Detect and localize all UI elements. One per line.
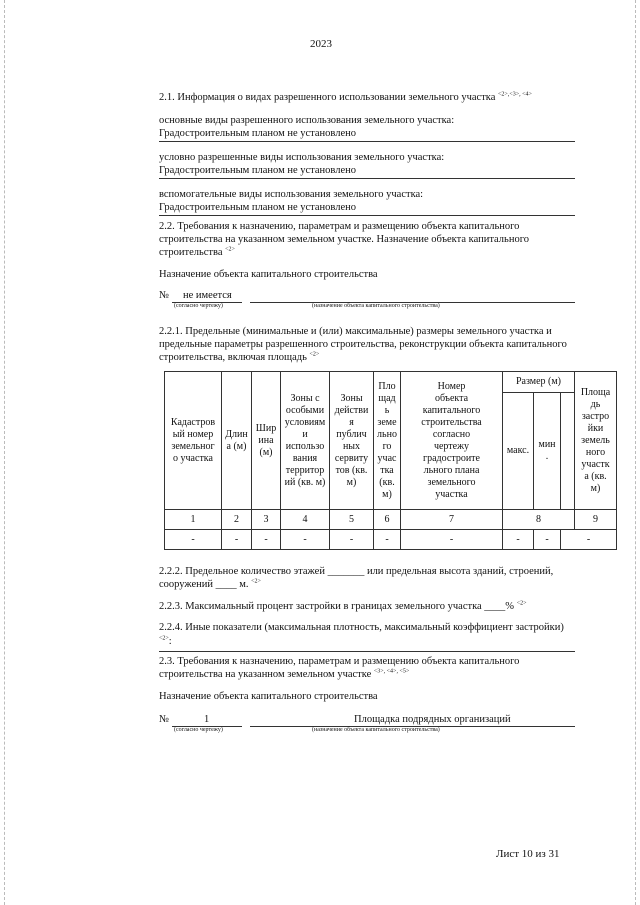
- section-2-2-line3-ref: <2>: [225, 246, 235, 253]
- object-number-value-2-3: 1: [204, 714, 210, 725]
- scan-edge-right: [635, 0, 636, 905]
- purpose-label: Назначение объекта капитального строительства: [159, 269, 378, 280]
- section-2-2-2-line2: [159, 579, 261, 590]
- header-size-max: макс.: [503, 393, 534, 510]
- col-number-4: 4: [281, 510, 330, 530]
- header-built-area: Площа дь застро йки земель ного участк а (кв. м): [575, 372, 617, 510]
- section-2-2-4-underline: [159, 651, 575, 652]
- section-2-1-title: [159, 92, 532, 103]
- auxiliary-uses-label: вспомогательные виды использования земельного участка:: [159, 189, 424, 200]
- auxiliary-uses-underline: [159, 215, 575, 216]
- section-2-2-2-line2-text: сооружений ____ м.: [159, 579, 249, 590]
- col-number-8: 8: [503, 510, 575, 530]
- cell-special-zones: -: [281, 530, 330, 550]
- main-uses-underline: [159, 141, 575, 142]
- section-2-3-line2: [159, 669, 409, 680]
- main-uses-value: Градостроительным планом не установлено: [159, 128, 356, 139]
- section-2-2-4-ref: <2>: [159, 635, 169, 642]
- section-2-2-line2: строительства на указанном земельном участке. Назначение объекта капитального: [159, 234, 529, 245]
- section-2-2-1-line3-ref: <2>: [309, 351, 320, 358]
- section-2-3-line1: 2.3. Требования к назначению, параметрам и размещению объекта капитального: [159, 656, 520, 667]
- section-2-2-4-tail: :: [168, 636, 172, 647]
- section-2-2-line3-text: строительства: [159, 247, 223, 258]
- scan-edge-left: [4, 0, 5, 905]
- section-2-2-1-line3: [159, 352, 319, 363]
- col-number-2: 2: [222, 510, 252, 530]
- main-uses-label: основные виды разрешенного использования земельного участка:: [159, 115, 455, 126]
- header-special-zones: Зоны с особыми условиям и использо вания территор ий (кв. м): [281, 372, 330, 510]
- cell-cadastral: -: [165, 530, 222, 550]
- header-size-extra: [561, 393, 575, 510]
- col-number-9: 9: [575, 510, 617, 530]
- col-number-1: 1: [165, 510, 222, 530]
- purpose-label-2-3: Назначение объекта капитального строительства: [159, 691, 378, 702]
- cell-size-min: -: [534, 530, 561, 550]
- section-2-2-4-ref-line: [159, 636, 172, 647]
- object-number-value: не имеется: [183, 290, 232, 301]
- object-number-caption: (согласно чертежу): [174, 303, 223, 309]
- section-2-2-3: [159, 601, 526, 612]
- object-purpose-caption: (назначение объекта капитального строительства): [312, 303, 440, 309]
- object-number-caption-2-3: (согласно чертежу): [174, 727, 223, 733]
- cell-plot-area: -: [374, 530, 401, 550]
- header-size: Размер (м): [503, 372, 575, 393]
- header-size-min: мин .: [534, 393, 561, 510]
- header-plot-area: Пло щад ь земе льно го учас тка (кв. м): [374, 372, 401, 510]
- sheet-number: Лист 10 из 31: [496, 848, 560, 860]
- cell-size-max: -: [503, 530, 534, 550]
- header-cadastral: Кадастров ый номер земельног о участка: [165, 372, 222, 510]
- cell-width: -: [252, 530, 281, 550]
- section-2-2-line3: [159, 247, 235, 258]
- header-length: Длин а (м): [222, 372, 252, 510]
- object-purpose-value-2-3: Площадка подрядных организаций: [354, 714, 511, 725]
- land-plot-parameters-table: [164, 371, 617, 550]
- object-number-label-2-3: №: [159, 714, 170, 725]
- cell-built-area: -: [561, 530, 617, 550]
- header-object-number: Номер объекта капитального строительства согласно чертежу градострoите льного плана земельного участка: [401, 372, 503, 510]
- cell-length: -: [222, 530, 252, 550]
- section-2-2-4: 2.2.4. Иные показатели (максимальная плотность, максимальный коэффициент застройки): [159, 622, 564, 633]
- conditional-uses-value: Градостроительным планом не установлено: [159, 165, 356, 176]
- conditional-uses-label: условно разрешенные виды использования земельного участка:: [159, 152, 445, 163]
- section-2-1-title-text: 2.1. Информация о видах разрешенного использовании земельного участка: [159, 92, 496, 103]
- section-2-2-1-line2: предельные параметры разрешенного строительства, реконструкции объекта капитального: [159, 339, 567, 350]
- section-2-2-1-line3-text: строительства, включая площадь: [159, 352, 307, 363]
- section-2-3-line2-text: строительства на указанном земельном участке: [159, 669, 372, 680]
- col-number-3: 3: [252, 510, 281, 530]
- section-2-2-2-line1: 2.2.2. Предельное количество этажей _______ или предельная высота зданий, строений,: [159, 566, 554, 577]
- section-2-2-1-line1: 2.2.1. Предельные (минимальные и (или) максимальные) размеры земельного участка и: [159, 326, 552, 337]
- col-number-5: 5: [330, 510, 374, 530]
- cell-servitude-zones: -: [330, 530, 374, 550]
- section-2-3-ref: <3>, <4>, <5>: [373, 668, 410, 675]
- col-number-7: 7: [401, 510, 503, 530]
- page-year: 2023: [310, 38, 332, 50]
- header-width: Шир ина (м): [252, 372, 281, 510]
- section-2-2-3-ref: <2>: [516, 600, 527, 607]
- table-row-numbers: [165, 510, 617, 530]
- section-2-1-title-ref: <2>,<3>, <4>: [498, 91, 532, 98]
- cell-object-number: -: [401, 530, 503, 550]
- object-purpose-caption-2-3: (назначение объекта капитального строительства): [312, 727, 440, 733]
- col-number-6: 6: [374, 510, 401, 530]
- auxiliary-uses-value: Градостроительным планом не установлено: [159, 202, 356, 213]
- header-servitude-zones: Зоны действи я публич ных сервиту тов (кв. м): [330, 372, 374, 510]
- section-2-2-3-text: 2.2.3. Максимальный процент застройки в границах земельного участка ____%: [159, 601, 515, 612]
- object-number-label: №: [159, 290, 170, 301]
- conditional-uses-underline: [159, 178, 575, 179]
- section-2-2-2-ref: <2>: [251, 578, 261, 585]
- table-row: [165, 530, 617, 550]
- section-2-2-line1: 2.2. Требования к назначению, параметрам и размещению объекта капитального: [159, 221, 520, 232]
